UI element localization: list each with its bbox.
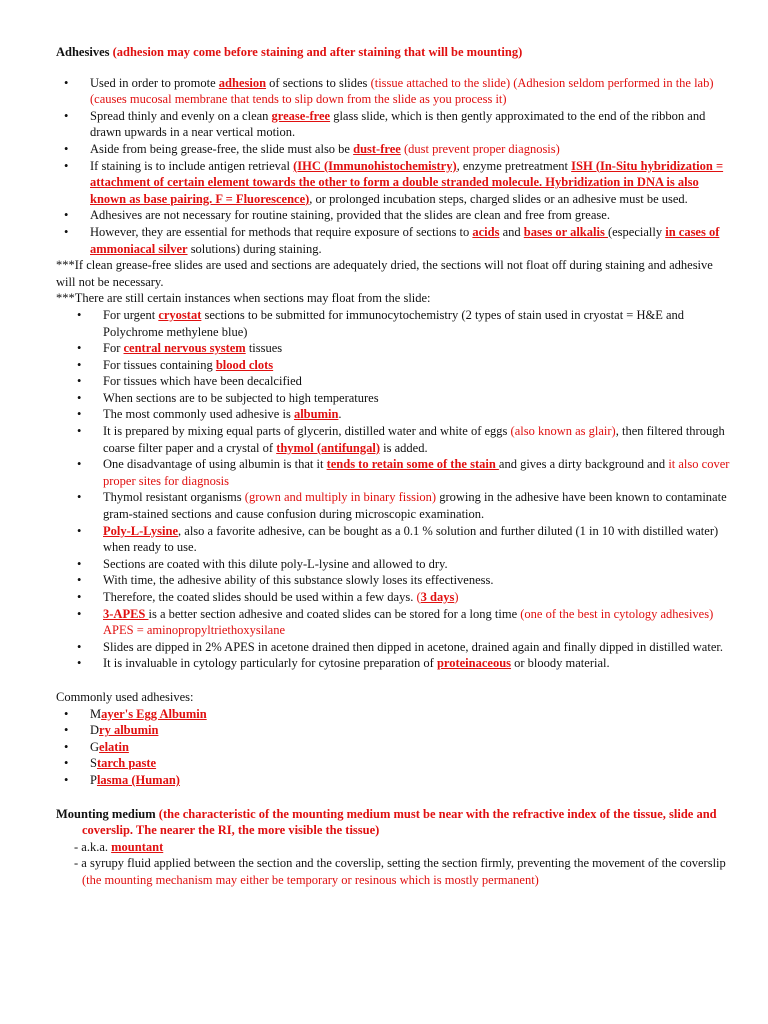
list-item: • With time, the adhesive ability of this substance slowly loses its effectiveness. — [56, 572, 734, 589]
list-item: • Plasma (Human) — [56, 772, 734, 789]
list-item: • Mayer's Egg Albumin — [56, 706, 734, 723]
list-item: • Adhesives are not necessary for routine staining, provided that the slides are clean and free from grease. — [56, 207, 734, 224]
spacer — [56, 672, 734, 689]
list-item: • One disadvantage of using albumin is that it tends to retain some of the stain and gives a dirty background and it also cover proper sites for diagnosis — [56, 456, 734, 489]
list-item: • 3-APES is a better section adhesive and coated slides can be stored for a long time (one of the best in cytology adhesives) APES = aminopropyltriethoxysilane — [56, 606, 734, 639]
list-item: • Therefore, the coated slides should be used within a few days. (3 days) — [56, 589, 734, 606]
spacer — [56, 789, 734, 806]
list-item: • Slides are dipped in 2% APES in acetone drained then dipped in acetone, drained again and finally dipped in distilled water. — [56, 639, 734, 656]
list-item: • It is prepared by mixing equal parts of glycerin, distilled water and white of eggs (also known as glair), then filtered through coarse filter paper and a crystal of thymol (antifungal) is added. — [56, 423, 734, 456]
list-item: • However, they are essential for methods that require exposure of sections to acids and bases or alkalis (especially in cases of ammoniacal silver solutions) during staining. — [56, 224, 734, 257]
mounting-title: Mounting medium — [56, 806, 156, 821]
list-item: • When sections are to be subjected to high temperatures — [56, 390, 734, 407]
common-adhesives-heading: Commonly used adhesives: — [56, 689, 194, 704]
list-item: • Thymol resistant organisms (grown and multiply in binary fission) growing in the adhesive have been known to contaminate gram-stained sections and cause confusion during microscopic examination. — [56, 489, 734, 522]
list-item: • Spread thinly and evenly on a clean grease-free glass slide, which is then gently approximated to the end of the ribbon and drawn upwards in a near vertical motion. — [56, 108, 734, 141]
list-item: • Poly-L-Lysine, also a favorite adhesive, can be bought as a 0.1 % solution and further diluted (1 in 10 with distilled water) when ready to use. — [56, 523, 734, 556]
note-float-instances: ***There are still certain instances when sections may float from the slide: — [56, 291, 431, 306]
note-clean-slides: ***If clean grease-free slides are used and sections are adequately dried, the sections will not float off during staining and adhesive will not be necessary. — [56, 258, 713, 289]
list-item: • For tissues containing blood clots — [56, 357, 734, 374]
adhesives-title-note: (adhesion may come before staining and after staining that will be mounting) — [112, 45, 523, 59]
list-item: • If staining is to include antigen retrieval (IHC (Immunohistochemistry), enzyme pretreatment ISH (In-Situ hybridization = attachment of certain element towards the other to form a double stranded molecule. Hybridization in DNA is also known as base pairing. F = Fluorescence), or prolonged incubation steps, charged slides or an adhesive must be used. — [56, 158, 734, 208]
float-instances-list — [56, 307, 734, 672]
mounting-aka: - a.k.a. mountant — [74, 839, 164, 854]
list-item: • Used in order to promote adhesion of sections to slides (tissue attached to the slide) (Adhesion seldom performed in the lab) (causes mucosal membrane that tends to slip down from the slide as you process it) — [56, 75, 734, 108]
list-item: • Dry albumin — [56, 722, 734, 739]
list-item: • The most commonly used adhesive is albumin. — [56, 406, 734, 423]
list-item: • Gelatin — [56, 739, 734, 756]
adhesives-bullet-list — [56, 75, 734, 258]
list-item: • It is invaluable in cytology particularly for cytosine preparation of proteinaceous or bloody material. — [56, 655, 734, 672]
list-item: • For central nervous system tissues — [56, 340, 734, 357]
mounting-medium-heading — [56, 806, 734, 839]
list-item: • Aside from being grease-free, the slide must also be dust-free (dust prevent proper diagnosis) — [56, 141, 734, 158]
list-item: • Starch paste — [56, 755, 734, 772]
adhesives-title: Adhesives — [56, 45, 110, 59]
list-item: • For tissues which have been decalcified — [56, 373, 734, 390]
common-adhesives-list — [56, 706, 734, 789]
adhesives-heading — [56, 44, 734, 61]
list-item: • For urgent cryostat sections to be submitted for immunocytochemistry (2 types of stain used in cryostat = H&E and Polychrome methylene blue) — [56, 307, 734, 340]
list-item: • Sections are coated with this dilute poly-L-lysine and allowed to dry. — [56, 556, 734, 573]
mounting-description: - a syrupy fluid applied between the section and the coverslip, setting the section firmly, preventing the movement of the coverslip (the mounting mechanism may either be temporary or resinous which is mostly permanent) — [74, 856, 726, 887]
mounting-title-note: (the characteristic of the mounting medium must be near with the refractive index of the tissue, slide and coverslip. The nearer the RI, the more visible the tissue) — [82, 806, 717, 838]
